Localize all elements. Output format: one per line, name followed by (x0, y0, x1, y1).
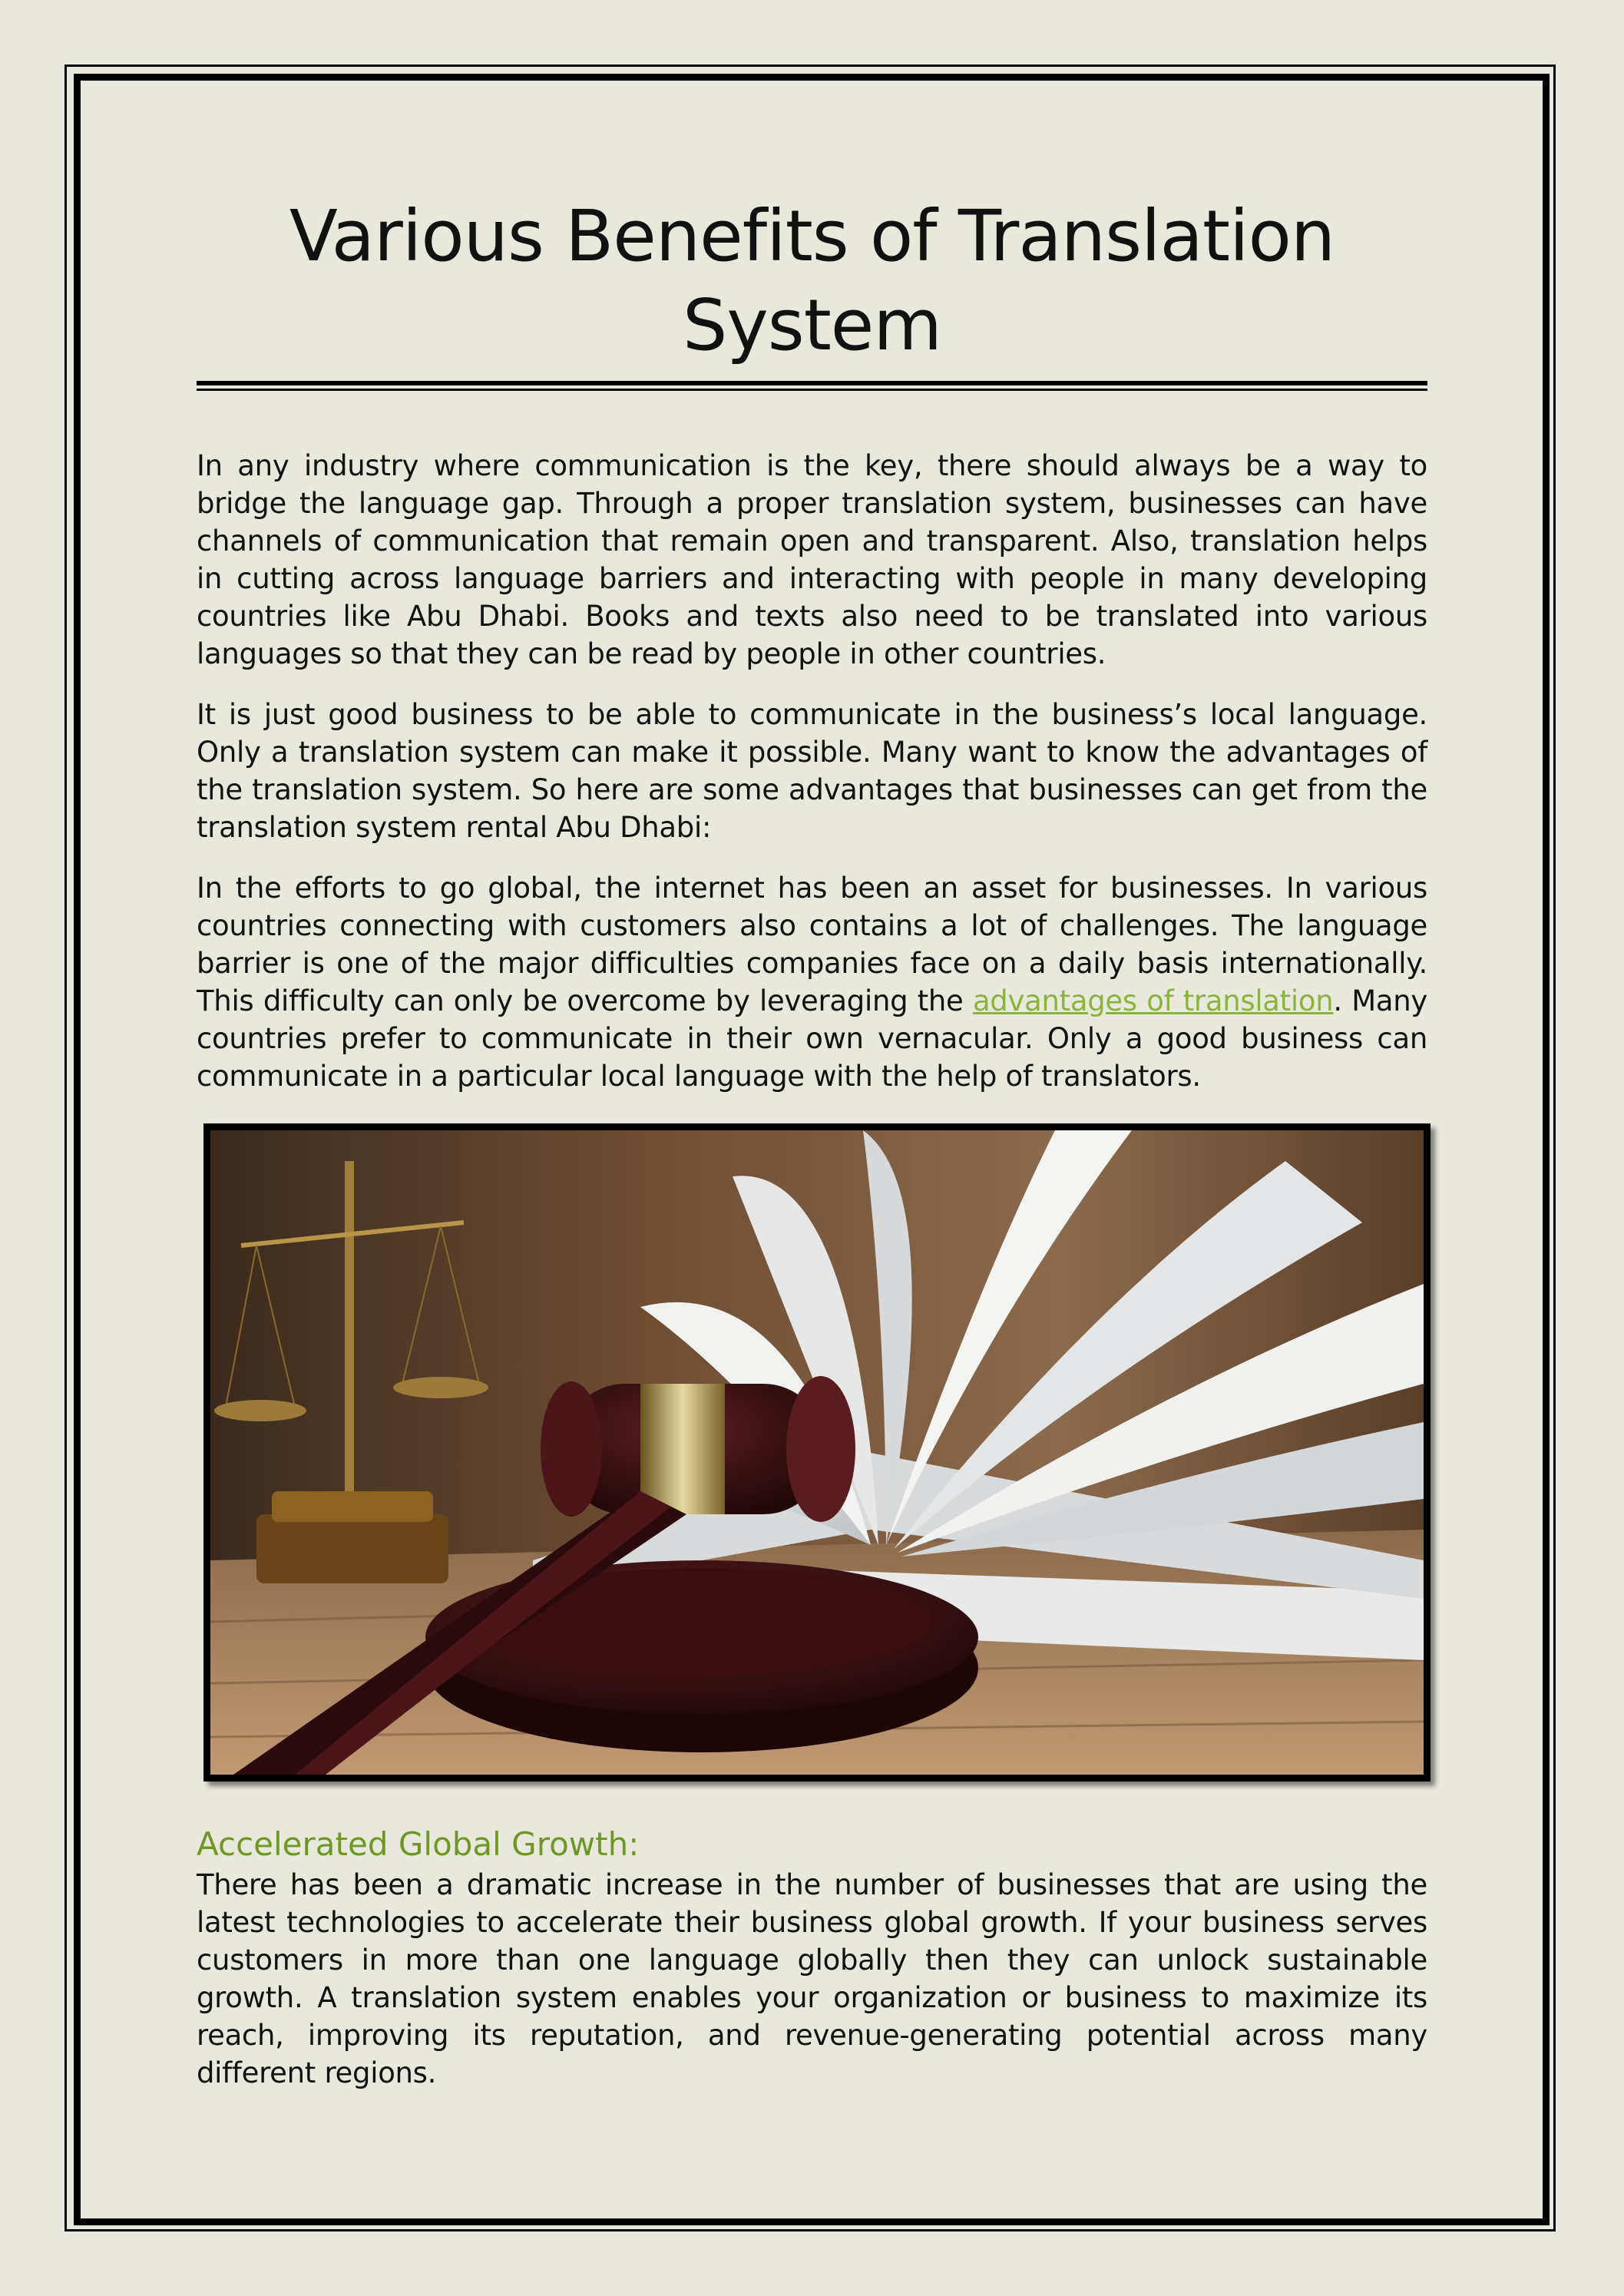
global-paragraph-text-end: . Many countries prefer to communicate in their own vernacular. Only a good business can communicate in a particular local language with the help of translators. (197, 984, 1427, 1093)
section-body: There has been a dramatic increase in the number of businesses that are using the latest technologies to accelerate their business global growth. If your business serves customers in more than one language globally then they can unlock sustainable growth. A translation system enables your organization or business to maximize its reach, improving its reputation, and revenue-generating potential across many different regions. (197, 1868, 1427, 2089)
gavel-book-illustration (210, 1130, 1424, 1775)
section-heading: Accelerated Global Growth: (197, 1825, 640, 1863)
advantages-paragraph: It is just good business to be able to communicate in the business’s local language. Only a translation system can make it possible. Many want to know the advantages of the translation system. So here are some advantages that businesses can get from the translation system rental Abu Dhabi: (197, 698, 1427, 844)
global-paragraph-text-start: In the efforts to go global, the internet has been an asset for businesses. In various countries connecting with customers also contains a lot of challenges. The language barrier is one of the major difficulties companies face on a daily basis internationally. This difficulty can only be overcome by leveraging the (197, 872, 1427, 1017)
gavel-book-photo (203, 1123, 1431, 1782)
advantages-of-translation-link[interactable]: advantages of translation (972, 984, 1334, 1017)
global-growth-section (197, 1823, 1427, 2092)
page-title: Various Benefits of Translation System (289, 195, 1335, 366)
title-divider (197, 381, 1427, 385)
document-body (197, 192, 1427, 1095)
intro-paragraph: In any industry where communication is the key, there should always be a way to bridge the language gap. Through a proper translation system, businesses can have channels of communication that remain open and transparent. Also, translation helps in cutting across language barriers and interacting with people in many developing countries like Abu Dhabi. Books and texts also need to be translated into various languages so that they can be read by people in other countries. (197, 449, 1427, 670)
global-paragraph (197, 869, 1427, 1095)
